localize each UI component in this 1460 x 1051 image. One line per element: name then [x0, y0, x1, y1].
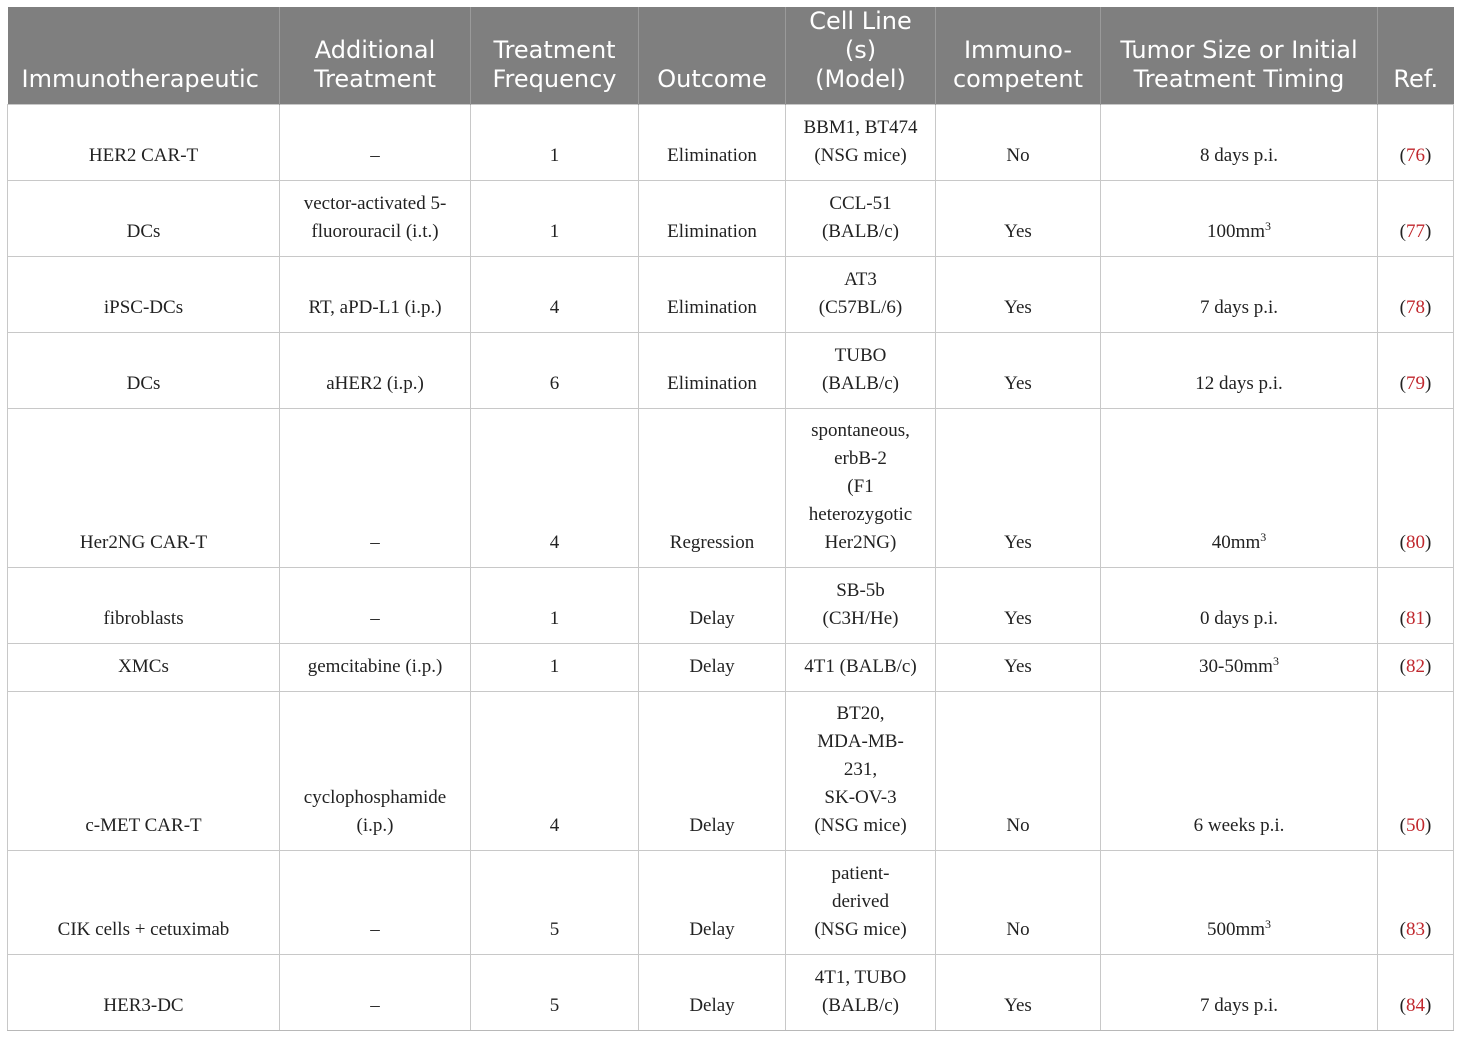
reference-link[interactable]: 81 — [1406, 608, 1425, 629]
tumor-size-value: 500mm — [1206, 919, 1266, 940]
table-row — [8, 568, 1454, 644]
header-tumor-size: Tumor Size or Initial Treatment Timing — [1101, 7, 1378, 105]
cell-treatment-frequency: 1 — [471, 105, 639, 181]
cell-outcome: Elimination — [639, 181, 786, 257]
cell-treatment-frequency: 5 — [471, 851, 639, 955]
tumor-size-exponent: 3 — [1265, 917, 1272, 931]
ref-open-paren: ( — [1399, 373, 1406, 394]
reference-link[interactable]: 82 — [1406, 656, 1425, 677]
ref-close-paren: ) — [1425, 656, 1432, 677]
cell-immunocompetent: Yes — [936, 409, 1101, 568]
tumor-size-exponent: 3 — [1260, 530, 1267, 544]
cell-immunotherapeutic: DCs — [8, 181, 280, 257]
ref-open-paren: ( — [1399, 656, 1406, 677]
cell-tumor-size — [1101, 105, 1378, 181]
cell-ref — [1378, 181, 1454, 257]
cell-immunocompetent: Yes — [936, 181, 1101, 257]
cell-immunotherapeutic: DCs — [8, 333, 280, 409]
header-ref: Ref. — [1378, 7, 1454, 105]
cell-tumor-size — [1101, 333, 1378, 409]
ref-open-paren: ( — [1399, 995, 1406, 1016]
cell-immunotherapeutic: Her2NG CAR-T — [8, 409, 280, 568]
cell-immunotherapeutic: XMCs — [8, 644, 280, 692]
cell-immunotherapeutic: HER2 CAR-T — [8, 105, 280, 181]
tumor-size-value: 6 weeks p.i. — [1193, 815, 1285, 836]
table-row — [8, 333, 1454, 409]
cell-immunocompetent: Yes — [936, 955, 1101, 1031]
cell-additional-treatment: – — [280, 105, 471, 181]
cell-cell-line: CCL-51 (BALB/c) — [786, 181, 936, 257]
ref-close-paren: ) — [1425, 815, 1432, 836]
cell-cell-line: spontaneous, erbB-2 (F1 heterozygotic Her2NG) — [786, 409, 936, 568]
ref-close-paren: ) — [1425, 297, 1432, 318]
reference-link[interactable]: 77 — [1406, 221, 1425, 242]
reference-link[interactable]: 83 — [1406, 919, 1425, 940]
cell-immunotherapeutic: CIK cells + cetuximab — [8, 851, 280, 955]
cell-additional-treatment: – — [280, 851, 471, 955]
table-container — [7, 7, 1453, 1031]
cell-tumor-size — [1101, 692, 1378, 851]
cell-cell-line: TUBO (BALB/c) — [786, 333, 936, 409]
cell-immunocompetent: Yes — [936, 644, 1101, 692]
tumor-size-value: 7 days p.i. — [1199, 995, 1279, 1016]
tumor-size-exponent: 3 — [1265, 219, 1272, 233]
cell-additional-treatment: RT, aPD-L1 (i.p.) — [280, 257, 471, 333]
ref-close-paren: ) — [1425, 919, 1432, 940]
cell-immunotherapeutic: HER3-DC — [8, 955, 280, 1031]
cell-immunocompetent: No — [936, 105, 1101, 181]
cell-immunotherapeutic: c-MET CAR-T — [8, 692, 280, 851]
tumor-size-value: 12 days p.i. — [1195, 373, 1283, 394]
cell-outcome: Elimination — [639, 105, 786, 181]
reference-link[interactable]: 76 — [1406, 145, 1425, 166]
cell-cell-line: BT20, MDA-MB- 231, SK-OV-3 (NSG mice) — [786, 692, 936, 851]
tumor-size-value: 40mm — [1211, 532, 1261, 553]
tumor-size-value: 7 days p.i. — [1199, 297, 1279, 318]
cell-tumor-size — [1101, 851, 1378, 955]
cell-ref — [1378, 105, 1454, 181]
cell-treatment-frequency: 1 — [471, 644, 639, 692]
reference-link[interactable]: 80 — [1406, 532, 1425, 553]
cell-ref — [1378, 851, 1454, 955]
tumor-size-value: 0 days p.i. — [1199, 608, 1279, 629]
cell-tumor-size — [1101, 644, 1378, 692]
header-treatment-frequency: Treatment Frequency — [471, 7, 639, 105]
cell-outcome: Delay — [639, 955, 786, 1031]
cell-additional-treatment: aHER2 (i.p.) — [280, 333, 471, 409]
cell-immunocompetent: Yes — [936, 333, 1101, 409]
ref-open-paren: ( — [1399, 145, 1406, 166]
cell-immunocompetent: No — [936, 692, 1101, 851]
cell-outcome: Regression — [639, 409, 786, 568]
cell-additional-treatment: gemcitabine (i.p.) — [280, 644, 471, 692]
ref-close-paren: ) — [1425, 145, 1432, 166]
ref-open-paren: ( — [1399, 297, 1406, 318]
cell-cell-line: BBM1, BT474 (NSG mice) — [786, 105, 936, 181]
data-table — [7, 7, 1454, 1031]
cell-additional-treatment: – — [280, 409, 471, 568]
ref-open-paren: ( — [1399, 532, 1406, 553]
cell-ref — [1378, 568, 1454, 644]
table-row — [8, 257, 1454, 333]
tumor-size-value: 30-50mm — [1199, 656, 1273, 677]
cell-outcome: Delay — [639, 851, 786, 955]
cell-cell-line: SB-5b (C3H/He) — [786, 568, 936, 644]
cell-cell-line: patient- derived (NSG mice) — [786, 851, 936, 955]
cell-tumor-size — [1101, 409, 1378, 568]
cell-immunocompetent: Yes — [936, 568, 1101, 644]
ref-close-paren: ) — [1425, 221, 1432, 242]
cell-immunotherapeutic: fibroblasts — [8, 568, 280, 644]
cell-ref — [1378, 409, 1454, 568]
reference-link[interactable]: 79 — [1406, 373, 1425, 394]
cell-cell-line: 4T1 (BALB/c) — [786, 644, 936, 692]
table-row — [8, 181, 1454, 257]
cell-cell-line: 4T1, TUBO (BALB/c) — [786, 955, 936, 1031]
cell-treatment-frequency: 1 — [471, 181, 639, 257]
ref-close-paren: ) — [1425, 608, 1432, 629]
reference-link[interactable]: 50 — [1406, 815, 1425, 836]
cell-immunotherapeutic: iPSC-DCs — [8, 257, 280, 333]
header-row — [8, 7, 1454, 105]
cell-ref — [1378, 333, 1454, 409]
cell-tumor-size — [1101, 257, 1378, 333]
reference-link[interactable]: 78 — [1406, 297, 1425, 318]
cell-ref — [1378, 644, 1454, 692]
cell-additional-treatment: – — [280, 568, 471, 644]
header-cell-line: Cell Line (s) (Model) — [786, 7, 936, 105]
header-immunotherapeutic: Immunotherapeutic — [8, 7, 280, 105]
cell-treatment-frequency: 1 — [471, 568, 639, 644]
cell-outcome: Elimination — [639, 257, 786, 333]
cell-ref — [1378, 257, 1454, 333]
ref-open-paren: ( — [1399, 221, 1406, 242]
cell-treatment-frequency: 5 — [471, 955, 639, 1031]
cell-ref — [1378, 692, 1454, 851]
cell-outcome: Delay — [639, 568, 786, 644]
tumor-size-exponent: 3 — [1272, 654, 1279, 668]
cell-additional-treatment: vector-activated 5- fluorouracil (i.t.) — [280, 181, 471, 257]
ref-open-paren: ( — [1399, 919, 1406, 940]
table-row — [8, 105, 1454, 181]
table-body — [8, 105, 1454, 1031]
header-outcome: Outcome — [639, 7, 786, 105]
cell-tumor-size — [1101, 181, 1378, 257]
cell-additional-treatment: cyclophosphamide (i.p.) — [280, 692, 471, 851]
cell-treatment-frequency: 4 — [471, 692, 639, 851]
header-additional-treatment: Additional Treatment — [280, 7, 471, 105]
reference-link[interactable]: 84 — [1406, 995, 1425, 1016]
cell-immunocompetent: Yes — [936, 257, 1101, 333]
table-row — [8, 409, 1454, 568]
cell-cell-line: AT3 (C57BL/6) — [786, 257, 936, 333]
cell-additional-treatment: – — [280, 955, 471, 1031]
cell-ref — [1378, 955, 1454, 1031]
table-row — [8, 955, 1454, 1031]
cell-outcome: Elimination — [639, 333, 786, 409]
table-header — [8, 7, 1454, 105]
tumor-size-value: 8 days p.i. — [1199, 145, 1279, 166]
cell-outcome: Delay — [639, 692, 786, 851]
cell-treatment-frequency: 4 — [471, 409, 639, 568]
ref-open-paren: ( — [1399, 815, 1406, 836]
cell-immunocompetent: No — [936, 851, 1101, 955]
header-immunocompetent: Immuno- competent — [936, 7, 1101, 105]
cell-treatment-frequency: 6 — [471, 333, 639, 409]
ref-close-paren: ) — [1425, 532, 1432, 553]
cell-treatment-frequency: 4 — [471, 257, 639, 333]
ref-open-paren: ( — [1399, 608, 1406, 629]
cell-outcome: Delay — [639, 644, 786, 692]
table-row — [8, 644, 1454, 692]
cell-tumor-size — [1101, 568, 1378, 644]
cell-tumor-size — [1101, 955, 1378, 1031]
tumor-size-value: 100mm — [1206, 221, 1266, 242]
ref-close-paren: ) — [1425, 995, 1432, 1016]
table-row — [8, 692, 1454, 851]
table-row — [8, 851, 1454, 955]
ref-close-paren: ) — [1425, 373, 1432, 394]
